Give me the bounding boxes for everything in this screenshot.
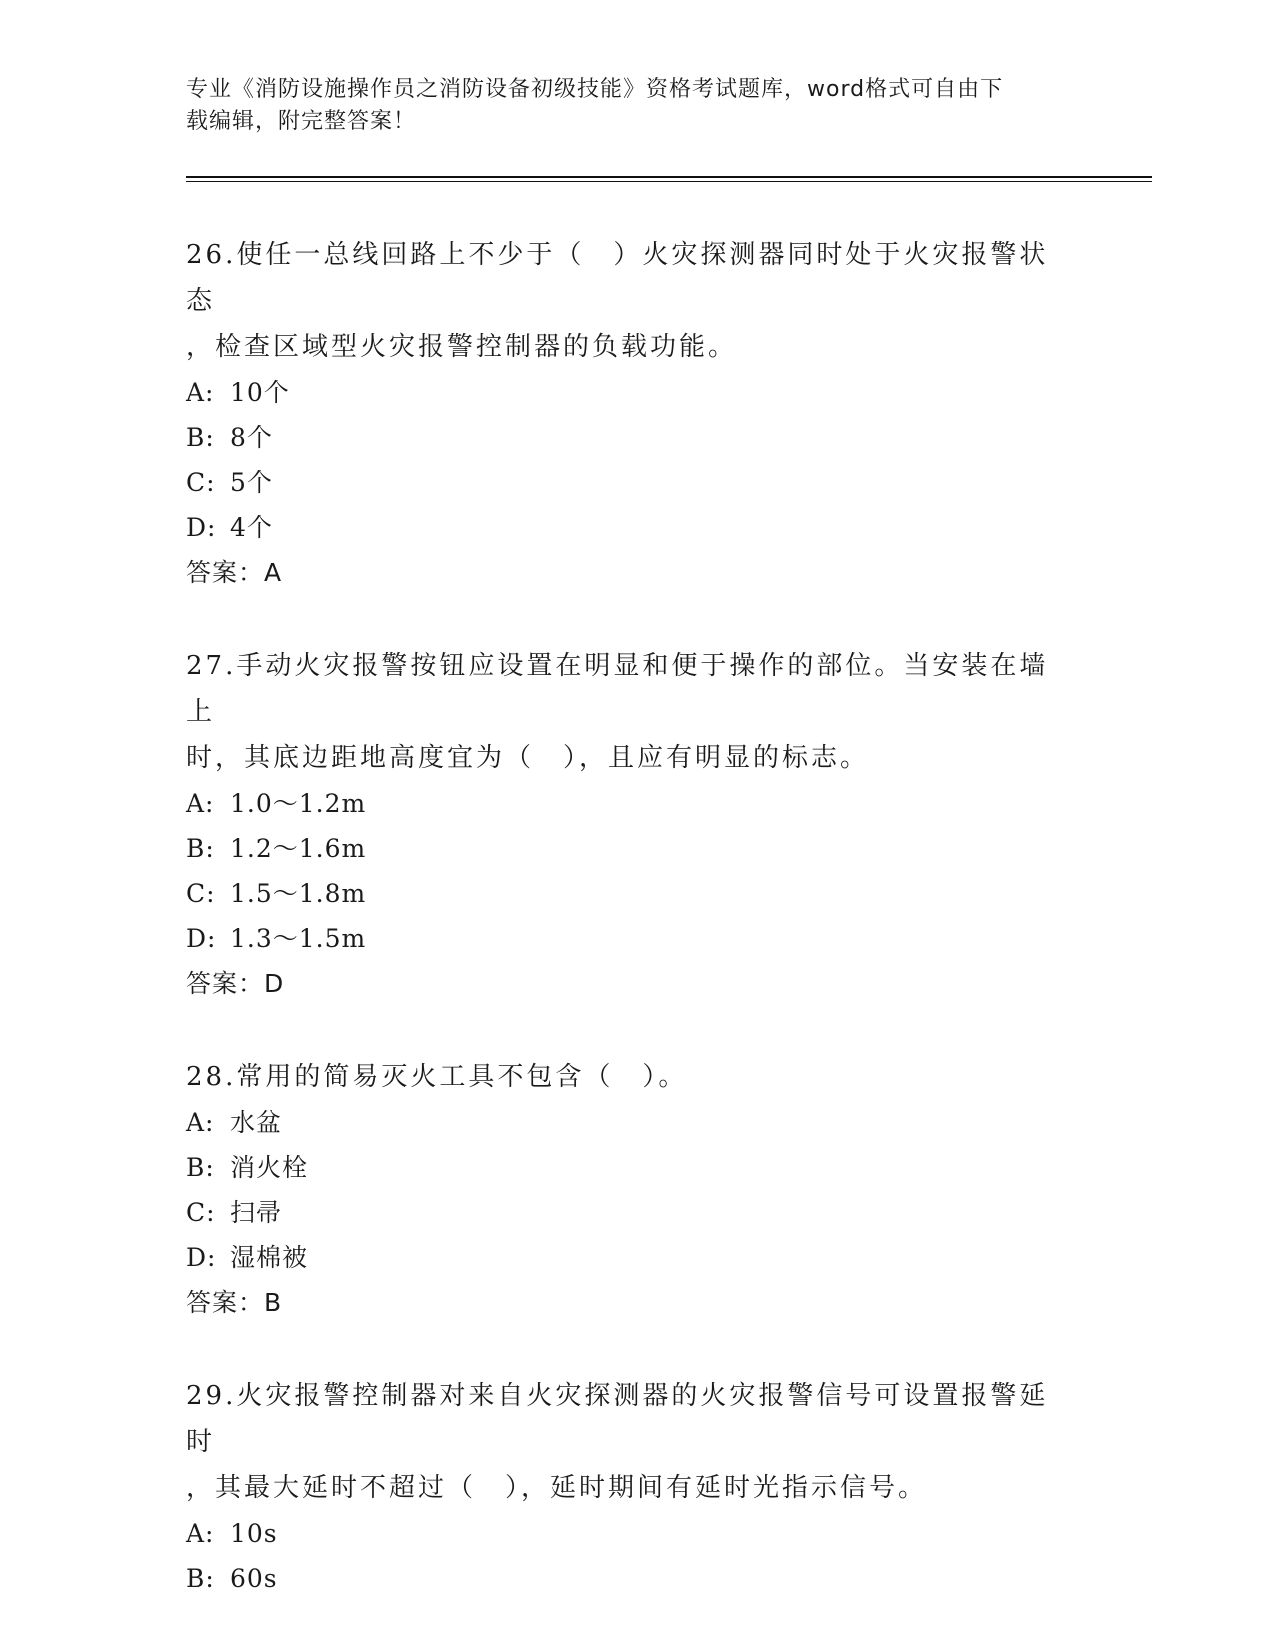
question-stem-line: 26.使任一总线回路上不少于（ ）火灾探测器同时处于火灾报警状态 [186, 240, 1049, 316]
option-text: 湿棉被 [230, 1243, 309, 1272]
option-letter: B: [186, 1564, 215, 1593]
question-block [186, 232, 1086, 596]
option-text: 扫帚 [230, 1198, 283, 1227]
answer-option [186, 505, 1086, 550]
option-letter: B: [186, 423, 215, 452]
option-text: 60s [230, 1564, 278, 1593]
header-divider-thin [186, 181, 1152, 182]
option-text: 10s [230, 1519, 278, 1548]
question-stem-line: 28.常用的简易灭火工具不包含（ ）。 [186, 1062, 688, 1092]
option-text: 4个 [230, 513, 273, 542]
option-letter: A: [186, 1519, 215, 1548]
answer-option [186, 1511, 1086, 1556]
answer-key: 答案：D [186, 969, 285, 998]
answer-option [186, 370, 1086, 415]
answer-option [186, 871, 1086, 916]
option-text: 1.2～1.6m [230, 834, 367, 863]
option-text: 5个 [230, 468, 273, 497]
answer-option [186, 1556, 1086, 1601]
option-letter: C: [186, 1198, 216, 1227]
answer-option [186, 1145, 1086, 1190]
page-header [186, 74, 1066, 138]
option-text: 1.5～1.8m [230, 879, 367, 908]
question-stem-line: ，其最大延时不超过（ ），延时期间有延时光指示信号。 [186, 1473, 928, 1503]
option-letter: D: [186, 924, 217, 953]
question-stem-line: 时，其底边距地高度宜为（ ），且应有明显的标志。 [186, 743, 870, 773]
option-text: 1.3～1.5m [230, 924, 367, 953]
option-letter: C: [186, 879, 216, 908]
header-line-1: 专业《消防设施操作员之消防设备初级技能》资格考试题库，word格式可自由下 [186, 77, 1004, 102]
question-list [186, 232, 1086, 1648]
question-stem-line: 29.火灾报警控制器对来自火灾探测器的火灾报警信号可设置报警延时 [186, 1381, 1049, 1457]
option-letter: A: [186, 789, 215, 818]
option-letter: A: [186, 1108, 215, 1137]
answer-option [186, 1190, 1086, 1235]
option-text: 1.0～1.2m [230, 789, 367, 818]
question-stem-line: 27.手动火灾报警按钮应设置在明显和便于操作的部位。当安装在墙上 [186, 651, 1049, 727]
option-letter: C: [186, 468, 216, 497]
question-block [186, 643, 1086, 1007]
header-line-2: 载编辑，附完整答案！ [186, 109, 417, 134]
answer-option [186, 1100, 1086, 1145]
question-block [186, 1054, 1086, 1326]
answer-option [186, 826, 1086, 871]
answer-key: 答案：B [186, 1288, 283, 1317]
option-letter: D: [186, 1243, 217, 1272]
option-text: 8个 [230, 423, 273, 452]
header-divider-thick [186, 176, 1152, 178]
question-stem-line: ，检查区域型火灾报警控制器的负载功能。 [186, 332, 738, 362]
option-letter: B: [186, 1153, 215, 1182]
option-text: 消火栓 [230, 1153, 309, 1182]
answer-option [186, 415, 1086, 460]
option-letter: A: [186, 378, 215, 407]
answer-option [186, 1235, 1086, 1280]
option-text: 10个 [230, 378, 290, 407]
answer-key: 答案：A [186, 558, 283, 587]
question-block [186, 1373, 1086, 1601]
answer-option [186, 781, 1086, 826]
option-letter: B: [186, 834, 215, 863]
option-letter: D: [186, 513, 217, 542]
answer-option [186, 460, 1086, 505]
answer-option [186, 916, 1086, 961]
option-text: 水盆 [230, 1108, 283, 1137]
